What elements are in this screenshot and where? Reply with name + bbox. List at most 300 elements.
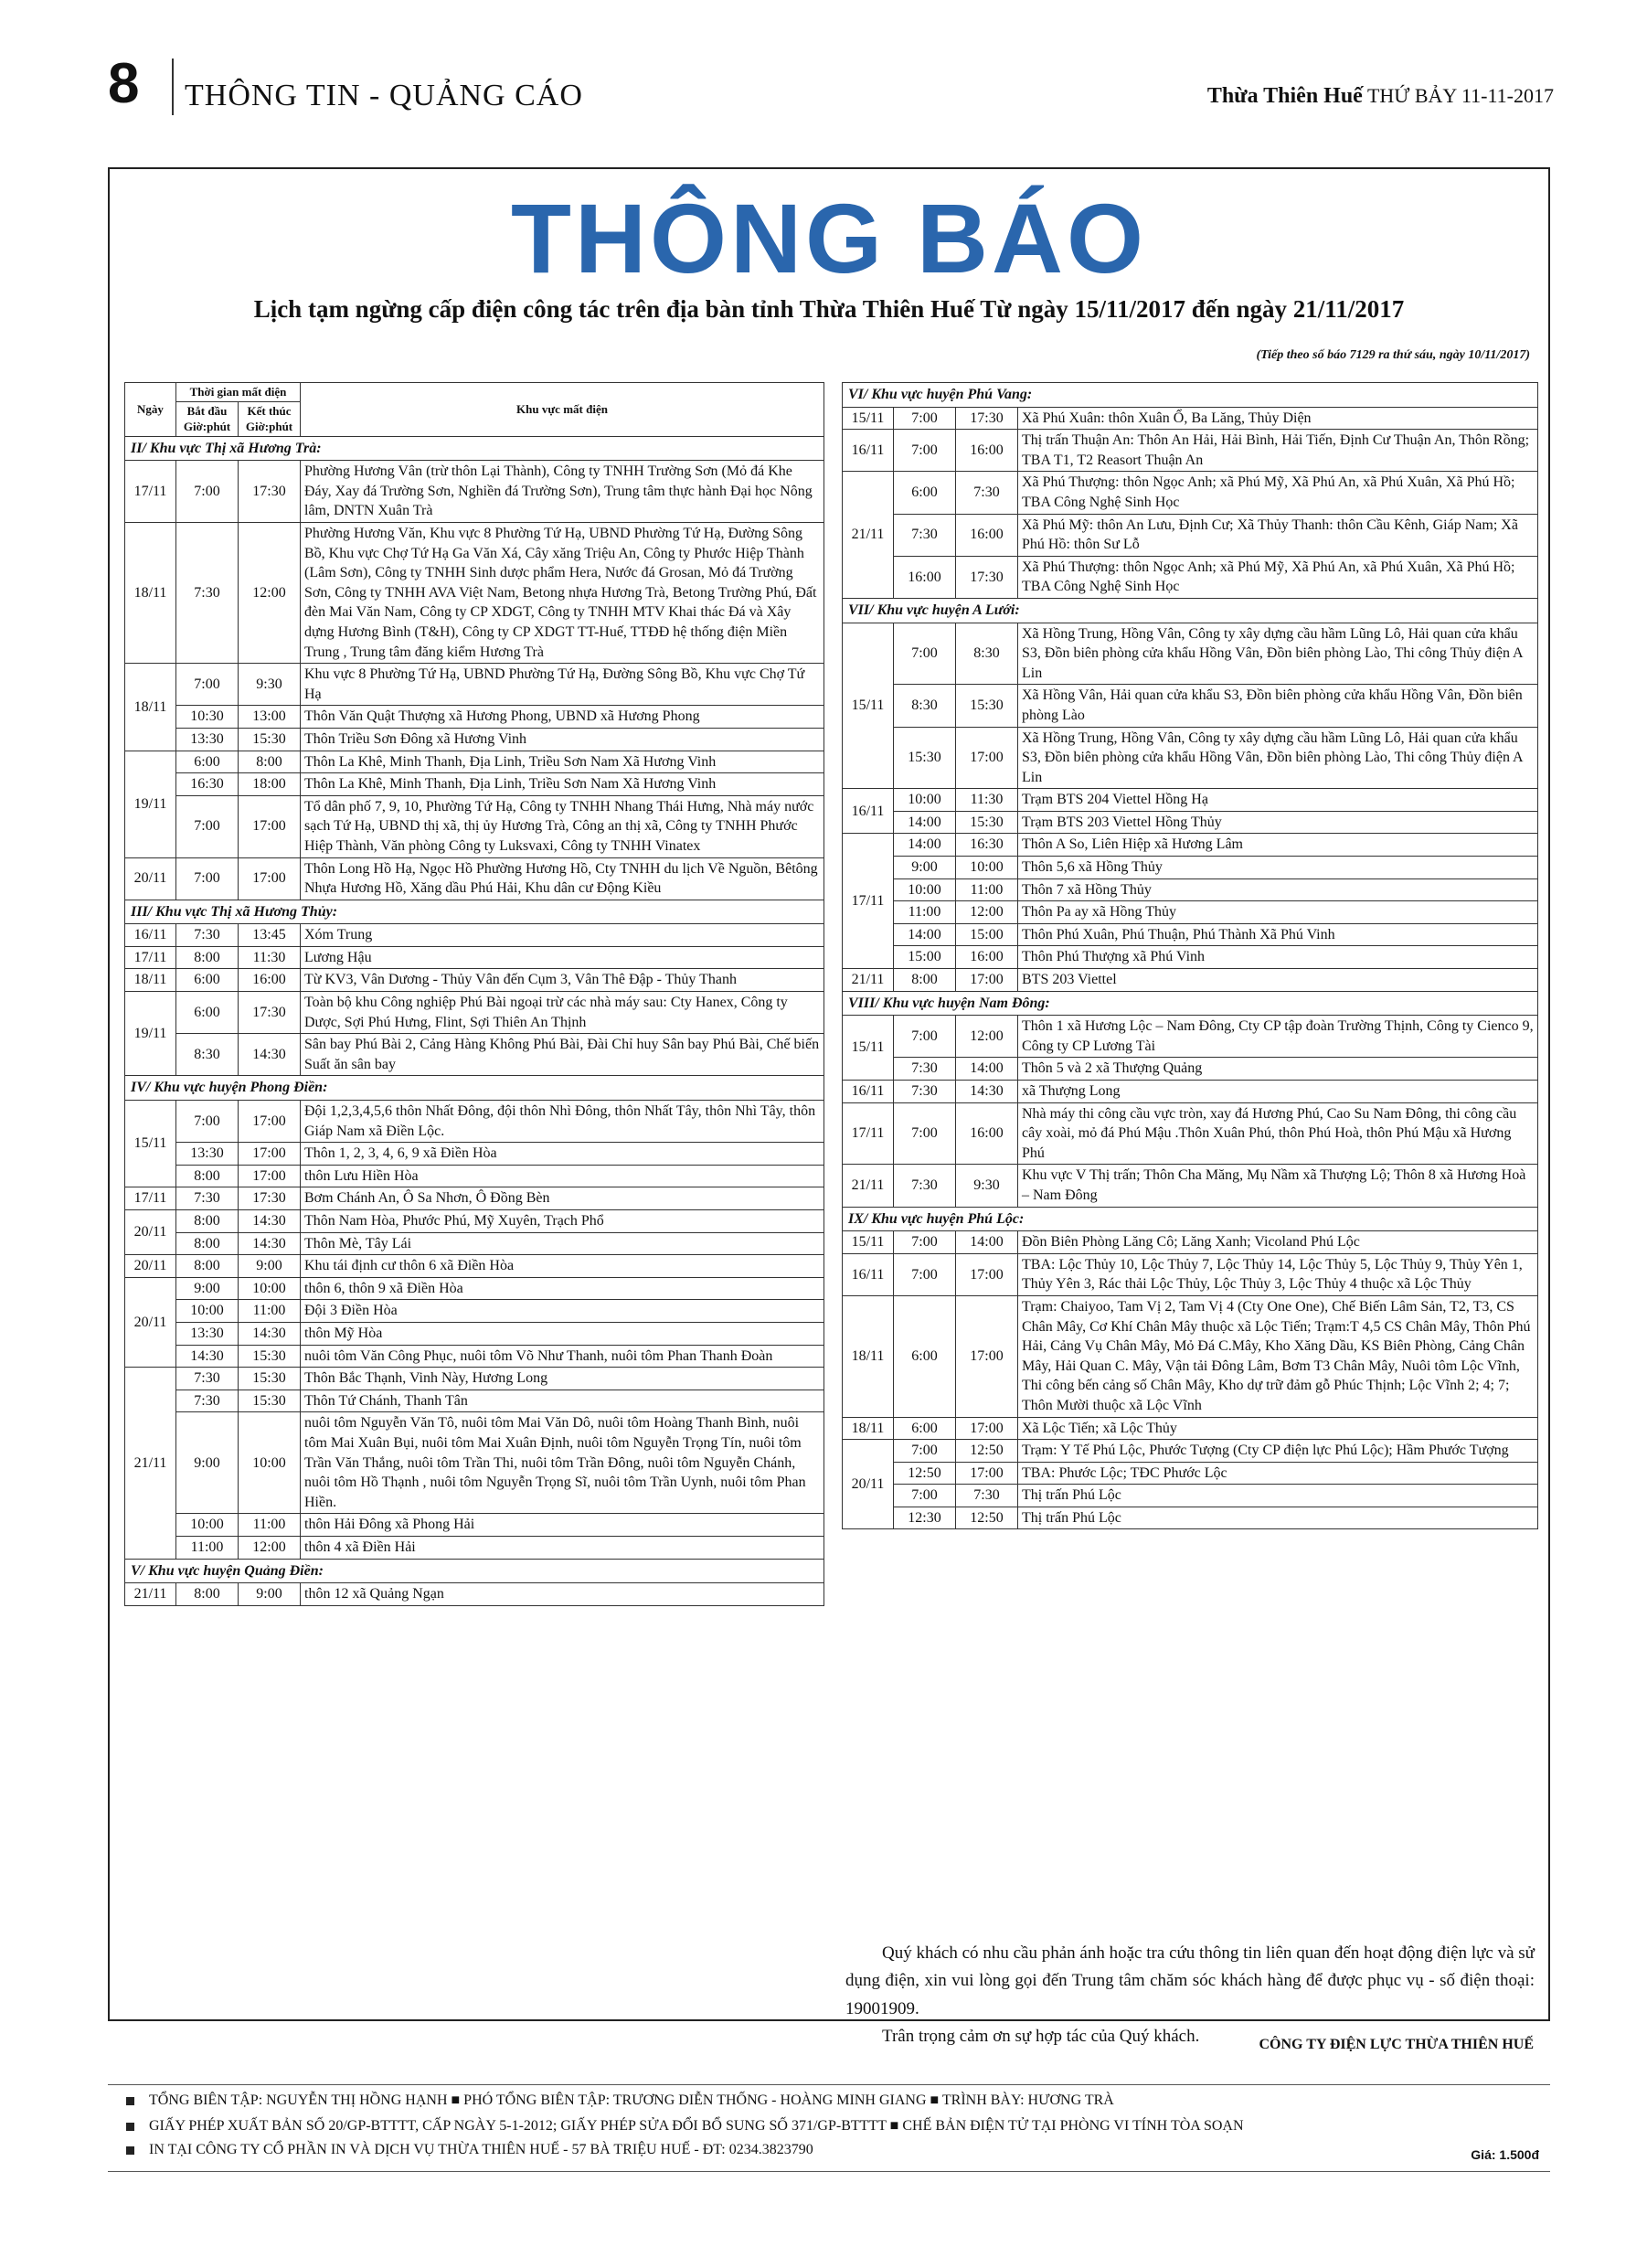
end-cell: 15:30 <box>956 685 1018 727</box>
start-cell: 7:30 <box>894 1165 956 1207</box>
table-row <box>843 1253 1538 1295</box>
table-row <box>125 857 824 900</box>
table-row <box>125 969 824 992</box>
start-cell: 8:30 <box>894 685 956 727</box>
start-cell: 6:00 <box>894 472 956 514</box>
area-cell: Thôn La Khê, Minh Thanh, Địa Linh, Triều Sơn Nam Xã Hương Vinh <box>301 751 824 773</box>
table-row <box>125 795 824 857</box>
table-row <box>125 1165 824 1187</box>
col-day: Ngày <box>125 383 176 437</box>
start-cell: 11:00 <box>894 901 956 924</box>
start-cell: 14:00 <box>894 834 956 857</box>
table-row <box>843 1102 1538 1165</box>
start-cell: 7:30 <box>176 1187 239 1210</box>
area-cell: Đồn Biên Phòng Lăng Cô; Lăng Xanh; Vicoland Phú Lộc <box>1018 1231 1538 1254</box>
table-row <box>125 461 824 523</box>
start-cell: 9:00 <box>176 1277 239 1300</box>
bullet-icon <box>126 2097 134 2105</box>
paper-name: Thừa Thiên Huế <box>1206 84 1363 108</box>
area-cell: Thị trấn Phú Lộc <box>1018 1485 1538 1507</box>
start-cell: 16:30 <box>176 773 239 796</box>
end-cell: 17:00 <box>239 857 301 900</box>
col-end: Kết thúc Giờ:phút <box>239 401 301 436</box>
day-cell: 18/11 <box>125 969 176 992</box>
area-cell: Bơm Chánh An, Ô Sa Nhơn, Ô Đồng Bèn <box>301 1187 824 1210</box>
area-cell: Từ KV3, Vân Dương - Thủy Vân đến Cụm 3, Vân Thê Đập - Thủy Thanh <box>301 969 824 992</box>
start-cell: 7:30 <box>894 1058 956 1081</box>
end-cell: 17:00 <box>239 1143 301 1166</box>
table-row <box>125 1368 824 1390</box>
day-cell: 15/11 <box>843 623 894 789</box>
day-cell: 19/11 <box>125 751 176 857</box>
table-row <box>125 946 824 969</box>
area-cell: thôn Lưu Hiền Hòa <box>301 1165 824 1187</box>
area-cell: Tổ dân phố 7, 9, 10, Phường Tứ Hạ, Công ty TNHH Nhang Thái Hưng, Nhà máy nước sạch Tứ Hạ, UBND thị xã, thị ủy Hương Trà, Công an thị xã, Công ty TNHH Phước Hiệp Thành, Văn phòng Công ty Luksvaxi, Công ty TNHH Vinatex <box>301 795 824 857</box>
table-row <box>843 1058 1538 1081</box>
end-cell: 16:00 <box>956 1102 1018 1165</box>
end-cell: 11:00 <box>239 1300 301 1323</box>
section-heading: VI/ Khu vực huyện Phú Vang: <box>843 383 1538 408</box>
area-cell: thôn 12 xã Quảng Ngạn <box>301 1583 824 1606</box>
table-row <box>843 878 1538 901</box>
table-row <box>125 1232 824 1255</box>
end-cell: 17:00 <box>239 795 301 857</box>
start-cell: 9:00 <box>894 857 956 879</box>
footer-license: GIẤY PHÉP XUẤT BẢN SỐ 20/GP-BTTTT, CẤP NGÀY 5-1-2012; GIẤY PHÉP SỬA ĐỔI BỔ SUNG SỐ 371/GP-BTTTT ■ CHẾ BẢN ĐIỆN TỬ TẠI PHÒNG VI TÍNH TÒA SOẠN <box>149 2118 1244 2134</box>
end-cell: 14:30 <box>239 1034 301 1076</box>
day-cell: 21/11 <box>843 472 894 599</box>
start-cell: 12:30 <box>894 1507 956 1529</box>
start-cell: 8:00 <box>894 969 956 992</box>
end-cell: 10:00 <box>239 1277 301 1300</box>
start-cell: 10:00 <box>894 789 956 812</box>
start-cell: 8:00 <box>176 1165 239 1187</box>
area-cell: TBA: Phước Lộc; TĐC Phước Lộc <box>1018 1462 1538 1485</box>
table-row <box>125 664 824 706</box>
start-cell: 6:00 <box>894 1417 956 1440</box>
start-cell: 13:30 <box>176 1322 239 1345</box>
start-cell: 13:30 <box>176 1143 239 1166</box>
area-cell: Thôn Phú Xuân, Phú Thuận, Phú Thành Xã Phú Vinh <box>1018 923 1538 946</box>
start-cell: 7:00 <box>894 407 956 430</box>
area-cell: nuôi tôm Nguyễn Văn Tô, nuôi tôm Mai Văn Dô, nuôi tôm Hoàng Thanh Bình, nuôi tôm Mai Xuân Bụi, nuôi tôm Mai Xuân Định, nuôi tôm Nguyễn Trọng Tín, nuôi tôm Trần Văn Thắng, nuôi tôm Trần Thi, nuôi tôm Trần Đông, nuôi tôm Nguyễn Chánh, nuôi tôm Hồ Thạnh , nuôi tôm Nguyễn Trọng Sĩ, nuôi tôm Trần Uynh, nuôi tôm Phan Hiền. <box>301 1412 824 1514</box>
start-cell: 8:00 <box>176 946 239 969</box>
start-cell: 7:00 <box>894 1485 956 1507</box>
price-label: Giá: 1.500đ <box>1471 2147 1539 2162</box>
end-cell: 17:30 <box>956 556 1018 598</box>
thanks-paragraph: Trân trọng cảm ơn sự hợp tác của Quý khách. <box>882 2027 1200 2047</box>
day-cell: 15/11 <box>843 1016 894 1081</box>
start-cell: 10:30 <box>176 706 239 729</box>
start-cell: 6:00 <box>176 992 239 1034</box>
end-cell: 14:00 <box>956 1058 1018 1081</box>
table-row <box>843 946 1538 969</box>
footer-editors: TỔNG BIÊN TẬP: NGUYỄN THỊ HỒNG HẠNH ■ PHÓ TỔNG BIÊN TẬP: TRƯƠNG DIỄN THỐNG - HOÀNG MINH GIANG ■ TRÌNH BÀY: HƯƠNG TRÀ <box>149 2092 1114 2108</box>
day-cell: 16/11 <box>843 430 894 472</box>
table-row <box>125 1514 824 1537</box>
area-cell: Thôn A So, Liên Hiệp xã Hương Lâm <box>1018 834 1538 857</box>
day-cell: 16/11 <box>843 1253 894 1295</box>
table-row <box>125 706 824 729</box>
area-cell: Thôn La Khê, Minh Thanh, Địa Linh, Triều Sơn Nam Xã Hương Vinh <box>301 773 824 796</box>
day-cell: 16/11 <box>843 1081 894 1103</box>
day-cell: 18/11 <box>125 664 176 751</box>
day-cell: 21/11 <box>843 1165 894 1207</box>
start-cell: 7:30 <box>176 523 239 664</box>
day-cell: 20/11 <box>125 1255 176 1278</box>
area-cell: Thôn 1 xã Hương Lộc – Nam Đông, Cty CP tập đoàn Trường Thịnh, Công ty Cienco 9, Công ty CP Lương Tài <box>1018 1016 1538 1058</box>
end-cell: 17:00 <box>956 969 1018 992</box>
area-cell: Trạm: Y Tế Phú Lộc, Phước Tượng (Cty CP điện lực Phú Lộc); Hầm Phước Tượng <box>1018 1440 1538 1463</box>
start-cell: 15:00 <box>894 946 956 969</box>
table-row <box>843 857 1538 879</box>
table-row <box>843 1295 1538 1417</box>
start-cell: 7:00 <box>894 1440 956 1463</box>
area-cell: Thôn Long Hồ Hạ, Ngọc Hồ Phường Hương Hồ, Cty TNHH du lịch Về Nguồn, Bêtông Nhựa Hương Hồ, Xăng dầu Phú Hải, Khu dân cư Động Kiều <box>301 857 824 900</box>
area-cell: Khu vực 8 Phường Tứ Hạ, UBND Phường Tứ Hạ, Đường Sông Bồ, Khu vực Chợ Tứ Hạ <box>301 664 824 706</box>
start-cell: 8:00 <box>176 1255 239 1278</box>
outage-table-right <box>842 382 1538 1529</box>
table-row <box>125 751 824 773</box>
area-cell: nuôi tôm Văn Công Phục, nuôi tôm Võ Như Thanh, nuôi tôm Phan Thanh Đoàn <box>301 1345 824 1368</box>
day-cell: 17/11 <box>125 461 176 523</box>
area-cell: Thị trấn Phú Lộc <box>1018 1507 1538 1529</box>
day-cell: 20/11 <box>125 1277 176 1367</box>
outage-table-left <box>124 382 824 1606</box>
start-cell: 14:30 <box>176 1345 239 1368</box>
end-cell: 15:00 <box>956 923 1018 946</box>
end-cell: 8:30 <box>956 623 1018 685</box>
page-header <box>108 52 1554 122</box>
day-cell: 17/11 <box>125 1187 176 1210</box>
area-cell: Xã Phú Mỹ: thôn An Lưu, Định Cư; Xã Thủy Thanh: thôn Cầu Kênh, Giáp Nam; Xã Phú Hồ: thôn Sư Lỗ <box>1018 514 1538 556</box>
paper-info <box>1207 84 1554 109</box>
end-cell: 11:00 <box>239 1514 301 1537</box>
end-cell: 7:30 <box>956 472 1018 514</box>
section-heading: V/ Khu vực huyện Quảng Điền: <box>125 1559 824 1583</box>
day-cell: 16/11 <box>843 789 894 834</box>
table-row <box>843 1231 1538 1254</box>
start-cell: 7:30 <box>176 924 239 947</box>
table-row <box>125 523 824 664</box>
area-cell: Lương Hậu <box>301 946 824 969</box>
area-cell: Thôn Bắc Thạnh, Vinh Này, Hương Long <box>301 1368 824 1390</box>
start-cell: 7:00 <box>894 1253 956 1295</box>
table-row <box>843 834 1538 857</box>
area-cell: Thôn 1, 2, 3, 4, 6, 9 xã Điền Hòa <box>301 1143 824 1166</box>
area-cell: Toàn bộ khu Công nghiệp Phú Bài ngoại trừ các nhà máy sau: Cty Hanex, Công ty Dược, Sợi Phú Hưng, Flint, Sợi Thiên An Thịnh <box>301 992 824 1034</box>
area-cell: Đội 3 Điền Hòa <box>301 1300 824 1323</box>
start-cell: 7:00 <box>894 1231 956 1254</box>
day-cell: 20/11 <box>843 1440 894 1529</box>
day-cell: 21/11 <box>843 969 894 992</box>
table-row <box>843 472 1538 514</box>
start-cell: 8:00 <box>176 1583 239 1606</box>
start-cell: 7:30 <box>176 1390 239 1412</box>
start-cell: 12:50 <box>894 1462 956 1485</box>
area-cell: Thôn Mè, Tây Lái <box>301 1232 824 1255</box>
table-row <box>125 992 824 1034</box>
end-cell: 9:30 <box>956 1165 1018 1207</box>
table-row <box>125 728 824 751</box>
day-cell: 18/11 <box>843 1295 894 1417</box>
area-cell: Xã Lộc Tiến; xã Lộc Thủy <box>1018 1417 1538 1440</box>
start-cell: 7:30 <box>176 1368 239 1390</box>
area-cell: Thị trấn Thuận An: Thôn An Hải, Hải Bình, Hải Tiến, Định Cư Thuận An, Thôn Rồng; TBA T1, T2 Reasort Thuận An <box>1018 430 1538 472</box>
table-row <box>125 1390 824 1412</box>
end-cell: 17:00 <box>239 1101 301 1143</box>
end-cell: 9:30 <box>239 664 301 706</box>
start-cell: 10:00 <box>894 878 956 901</box>
day-cell: 17/11 <box>843 1102 894 1165</box>
end-cell: 7:30 <box>956 1485 1018 1507</box>
area-cell: Xã Hồng Vân, Hải quan cửa khẩu S3, Đồn biên phòng cửa khẩu Hồng Vân, Đồn biên phòng Lào <box>1018 685 1538 727</box>
end-cell: 13:45 <box>239 924 301 947</box>
start-cell: 8:00 <box>176 1232 239 1255</box>
table-row <box>843 1081 1538 1103</box>
table-row <box>843 923 1538 946</box>
day-cell: 15/11 <box>843 1231 894 1254</box>
table-row <box>843 556 1538 598</box>
table-row <box>125 1536 824 1559</box>
end-cell: 17:30 <box>956 407 1018 430</box>
notice-title: THÔNG BÁO <box>511 183 1147 293</box>
table-row <box>843 1462 1538 1485</box>
day-cell: 17/11 <box>843 834 894 969</box>
contact-paragraph: Quý khách có nhu cầu phản ánh hoặc tra cứu thông tin liên quan đến hoạt động điện lực và sử dụng điện, xin vui lòng gọi đến Trung tâm chăm sóc khách hàng để được phục vụ - số điện thoại: 19001909. <box>845 1943 1535 2018</box>
area-cell: Thôn Triều Sơn Đông xã Hương Vinh <box>301 728 824 751</box>
area-cell: Phường Hương Văn, Khu vực 8 Phường Tứ Hạ, UBND Phường Tứ Hạ, Đường Sông Bồ, Khu vực Chợ Tứ Hạ Ga Văn Xá, Cây xăng Triệu An, Công ty Phước Hiệp Thành (Lâm Sơn), Công ty TNHH Sinh dược phẩm Hera, Nước đá Grosan, Mỏ đá Trường Sơn, Công ty TNHH AVA Việt Nam, Betong nhựa Hương Trà, Betong Trường Phú, Đất đèn Mai Văn Nam, Công ty CP XDGT, Công ty TNHH MTV Khai thác Đá và Xây dựng Hương Bình (T&H), Công ty CP XDGT TT-Huế, TTĐĐ hệ thống điện Miền Trung , Trung tâm đăng kiểm Hương Trà <box>301 523 824 664</box>
closing-note <box>845 1940 1535 2051</box>
masthead-footer <box>108 2084 1550 2172</box>
end-cell: 11:30 <box>239 946 301 969</box>
table-row <box>843 1016 1538 1058</box>
area-cell: Thôn Văn Quật Thượng xã Hương Phong, UBND xã Hương Phong <box>301 706 824 729</box>
bullet-icon <box>126 2146 134 2155</box>
end-cell: 14:30 <box>239 1210 301 1233</box>
area-cell: Xã Hồng Trung, Hồng Vân, Công ty xây dựng cầu hầm Lũng Lô, Hải quan cửa khẩu S3, Đồn biên phòng cửa khẩu Hồng Vân, Đồn biên phòng Lào, Thi công Thủy điện A Lin <box>1018 623 1538 685</box>
table-row <box>125 1034 824 1076</box>
area-cell: Trạm: Chaiyoo, Tam Vị 2, Tam Vị 4 (Cty One One), Chế Biến Lâm Sản, T2, T3, CS Chân Mây, Cơ Khí Chân Mây thuộc xã Lộc Tiến; Trạm:T 4,5 CS Chân Mây, Thôn Phú Hải, Cảng Vụ Chân Mây, Mỏ Đá C.Mây, Kho Xăng Dầu, KS Biên Phòng, Cảng Chân Mây, Hải Quan C. Mây, Vận tải Đông Lâm, Bơm T3 Chân Mây, Nuôi tôm Lộc Vĩnh, Thi công bến cảng số Chân Mây, Kho dự trữ đảm gỗ Phúc Thịnh; Lộc Vĩnh 2; 4; 7; Thôn Mười thuộc xã Lộc Vĩnh <box>1018 1295 1538 1417</box>
end-cell: 10:00 <box>239 1412 301 1514</box>
table-row <box>843 1417 1538 1440</box>
start-cell: 7:00 <box>894 1102 956 1165</box>
area-cell: Thôn Pa ay xã Hồng Thủy <box>1018 901 1538 924</box>
day-cell: 17/11 <box>125 946 176 969</box>
start-cell: 7:00 <box>894 623 956 685</box>
table-row <box>125 1187 824 1210</box>
area-cell: Nhà máy thi công cầu vực tròn, xay đá Hương Phú, Cao Su Nam Đông, thi công cầu cây xoài, mỏ đá Phú Mậu .Thôn Xuân Phú, thôn Phú Hoà, thôn Phú Mậu xã Hương Phú <box>1018 1102 1538 1165</box>
start-cell: 7:00 <box>894 1016 956 1058</box>
end-cell: 16:30 <box>956 834 1018 857</box>
area-cell: BTS 203 Viettel <box>1018 969 1538 992</box>
table-row <box>125 1412 824 1514</box>
table-row <box>125 1277 824 1300</box>
area-cell: thôn Hải Đông xã Phong Hải <box>301 1514 824 1537</box>
end-cell: 15:30 <box>239 1368 301 1390</box>
area-cell: Đội 1,2,3,4,5,6 thôn Nhất Đông, đội thôn Nhì Đông, thôn Nhất Tây, thôn Nhì Tây, thôn Giáp Nam xã Điền Lộc. <box>301 1101 824 1143</box>
day-cell: 18/11 <box>843 1417 894 1440</box>
end-cell: 17:00 <box>239 1165 301 1187</box>
start-cell: 15:30 <box>894 727 956 789</box>
page-number: 8 <box>108 52 140 115</box>
bullet-icon <box>126 2123 134 2131</box>
table-row <box>843 969 1538 992</box>
end-cell: 12:00 <box>956 901 1018 924</box>
table-row <box>125 1322 824 1345</box>
end-cell: 17:30 <box>239 992 301 1034</box>
area-cell: Phường Hương Vân (trừ thôn Lại Thành), Công ty TNHH Trường Sơn (Mỏ đá Khe Đáy, Xay đá Trường Sơn, Nghiền đá Trường Sơn), Trung tâm thực hành Đại học Nông lâm, DNTN Xuân Trà <box>301 461 824 523</box>
end-cell: 16:00 <box>956 946 1018 969</box>
end-cell: 14:30 <box>239 1232 301 1255</box>
area-cell: thôn 4 xã Điền Hải <box>301 1536 824 1559</box>
area-cell: Xã Hồng Trung, Hồng Vân, Công ty xây dựng cầu hầm Lũng Lô, Hải quan cửa khẩu S3, Đồn biên phòng cửa khẩu Hồng Vân, Đồn biên phòng Lào, Thi công Thủy điện A Lin <box>1018 727 1538 789</box>
end-cell: 17:00 <box>956 1253 1018 1295</box>
end-cell: 18:00 <box>239 773 301 796</box>
end-cell: 16:00 <box>239 969 301 992</box>
area-cell: Xã Phú Thượng: thôn Ngọc Anh; xã Phú Mỹ, Xã Phú An, xã Phú Xuân, Xã Phú Hồ; TBA Công Nghệ Sinh Học <box>1018 472 1538 514</box>
table-row <box>843 514 1538 556</box>
end-cell: 11:30 <box>956 789 1018 812</box>
day-cell: 21/11 <box>125 1368 176 1559</box>
end-cell: 8:00 <box>239 751 301 773</box>
table-row <box>843 789 1538 812</box>
start-cell: 7:00 <box>176 461 239 523</box>
table-row <box>125 1210 824 1233</box>
table-row <box>125 773 824 796</box>
start-cell: 7:00 <box>176 857 239 900</box>
start-cell: 11:00 <box>176 1536 239 1559</box>
end-cell: 16:00 <box>956 430 1018 472</box>
area-cell: thôn Mỹ Hòa <box>301 1322 824 1345</box>
area-cell: TBA: Lộc Thủy 10, Lộc Thủy 7, Lộc Thủy 14, Lộc Thủy 5, Lộc Thủy 9, Thủy Yên 1, Thủy Yên 3, Rác thải Lộc Thủy, Lộc Thủy 3, Lộc Thủy 4 thuộc xã Lộc Thủy <box>1018 1253 1538 1295</box>
start-cell: 7:00 <box>894 430 956 472</box>
section-heading: III/ Khu vực Thị xã Hương Thủy: <box>125 900 824 924</box>
end-cell: 17:30 <box>239 461 301 523</box>
end-cell: 12:00 <box>239 1536 301 1559</box>
area-cell: Thôn 7 xã Hồng Thủy <box>1018 878 1538 901</box>
table-row <box>843 1440 1538 1463</box>
end-cell: 17:00 <box>956 1295 1018 1417</box>
end-cell: 17:30 <box>239 1187 301 1210</box>
start-cell: 7:00 <box>176 1101 239 1143</box>
day-cell: 18/11 <box>125 523 176 664</box>
start-cell: 7:00 <box>176 664 239 706</box>
start-cell: 6:00 <box>176 969 239 992</box>
area-cell: Sân bay Phú Bài 2, Cảng Hàng Không Phú Bài, Đài Chỉ huy Sân bay Phú Bài, Chế biến Suất ăn sân bay <box>301 1034 824 1076</box>
start-cell: 6:00 <box>176 751 239 773</box>
start-cell: 10:00 <box>176 1514 239 1537</box>
section-heading: IX/ Khu vực huyện Phú Lộc: <box>843 1207 1538 1231</box>
footer-line-3 <box>126 2142 813 2158</box>
table-row <box>843 1165 1538 1207</box>
end-cell: 9:00 <box>239 1583 301 1606</box>
start-cell: 8:00 <box>176 1210 239 1233</box>
footer-line-1 <box>126 2092 1114 2109</box>
day-cell: 16/11 <box>125 924 176 947</box>
col-area: Khu vực mất điện <box>301 383 824 437</box>
end-cell: 13:00 <box>239 706 301 729</box>
col-start: Bắt đầu Giờ:phút <box>176 401 239 436</box>
day-cell: 19/11 <box>125 992 176 1076</box>
end-cell: 15:30 <box>239 728 301 751</box>
area-cell: Khu tái định cư thôn 6 xã Điền Hòa <box>301 1255 824 1278</box>
col-time-group: Thời gian mất điện <box>176 383 301 402</box>
table-row <box>843 1485 1538 1507</box>
area-cell: Thôn Nam Hòa, Phước Phú, Mỹ Xuyên, Trạch Phổ <box>301 1210 824 1233</box>
area-cell: Thôn 5,6 xã Hồng Thủy <box>1018 857 1538 879</box>
end-cell: 16:00 <box>956 514 1018 556</box>
section-heading: VII/ Khu vực huyện A Lưới: <box>843 598 1538 623</box>
start-cell: 13:30 <box>176 728 239 751</box>
start-cell: 7:00 <box>176 795 239 857</box>
table-row <box>125 1101 824 1143</box>
end-cell: 15:30 <box>239 1390 301 1412</box>
start-cell: 9:00 <box>176 1412 239 1514</box>
end-cell: 14:30 <box>956 1081 1018 1103</box>
start-cell: 7:30 <box>894 514 956 556</box>
end-cell: 9:00 <box>239 1255 301 1278</box>
area-cell: Trạm BTS 203 Viettel Hồng Thủy <box>1018 811 1538 834</box>
table-row <box>125 1255 824 1278</box>
area-cell: Khu vực V Thị trấn; Thôn Cha Măng, Mụ Nầm xã Thượng Lộ; Thôn 8 xã Hương Hoà – Nam Đông <box>1018 1165 1538 1207</box>
table-row <box>843 430 1538 472</box>
table-row <box>843 901 1538 924</box>
table-row <box>843 407 1538 430</box>
table-row <box>843 1507 1538 1529</box>
table-row <box>125 1143 824 1166</box>
table-row <box>843 811 1538 834</box>
end-cell: 14:00 <box>956 1231 1018 1254</box>
issue-date: THỨ BẢY 11-11-2017 <box>1366 84 1554 107</box>
continuation-note: (Tiếp theo số báo 7129 ra thứ sáu, ngày 10/11/2017) <box>1256 348 1530 362</box>
company-signature: CÔNG TY ĐIỆN LỰC THỪA THIÊN HUẾ <box>1259 2037 1534 2052</box>
area-cell: Xóm Trung <box>301 924 824 947</box>
area-cell: Trạm BTS 204 Viettel Hồng Hạ <box>1018 789 1538 812</box>
start-cell: 14:00 <box>894 811 956 834</box>
day-cell: 15/11 <box>125 1101 176 1187</box>
table-row <box>125 1583 824 1606</box>
end-cell: 12:00 <box>956 1016 1018 1058</box>
end-cell: 15:30 <box>956 811 1018 834</box>
area-cell: thôn 6, thôn 9 xã Điền Hòa <box>301 1277 824 1300</box>
section-heading: IV/ Khu vực huyện Phong Điền: <box>125 1076 824 1101</box>
end-cell: 11:00 <box>956 878 1018 901</box>
start-cell: 16:00 <box>894 556 956 598</box>
area-cell: Xã Phú Thượng: thôn Ngọc Anh; xã Phú Mỹ, Xã Phú An, xã Phú Xuân, Xã Phú Hồ; TBA Công Nghệ Sinh Học <box>1018 556 1538 598</box>
header-divider <box>172 59 174 115</box>
area-cell: Thôn Tứ Chánh, Thanh Tân <box>301 1390 824 1412</box>
area-cell: Xã Phú Xuân: thôn Xuân Ổ, Ba Lăng, Thủy Diện <box>1018 407 1538 430</box>
start-cell: 10:00 <box>176 1300 239 1323</box>
footer-line-2 <box>126 2118 1244 2135</box>
end-cell: 14:30 <box>239 1322 301 1345</box>
area-cell: Thôn 5 và 2 xã Thượng Quảng <box>1018 1058 1538 1081</box>
end-cell: 17:00 <box>956 1417 1018 1440</box>
end-cell: 17:00 <box>956 727 1018 789</box>
end-cell: 12:50 <box>956 1440 1018 1463</box>
end-cell: 17:00 <box>956 1462 1018 1485</box>
footer-printer: IN TẠI CÔNG TY CỔ PHẦN IN VÀ DỊCH VỤ THỪA THIÊN HUẾ - 57 BÀ TRIỆU HUẾ - ĐT: 0234.3823790 <box>149 2142 813 2157</box>
start-cell: 14:00 <box>894 923 956 946</box>
day-cell: 20/11 <box>125 1210 176 1255</box>
section-heading: VIII/ Khu vực huyện Nam Đông: <box>843 991 1538 1016</box>
day-cell: 21/11 <box>125 1583 176 1606</box>
day-cell: 15/11 <box>843 407 894 430</box>
area-cell: Thôn Phú Thượng xã Phú Vinh <box>1018 946 1538 969</box>
section-heading: II/ Khu vực Thị xã Hương Trà: <box>125 436 824 461</box>
area-cell: xã Thượng Long <box>1018 1081 1538 1103</box>
